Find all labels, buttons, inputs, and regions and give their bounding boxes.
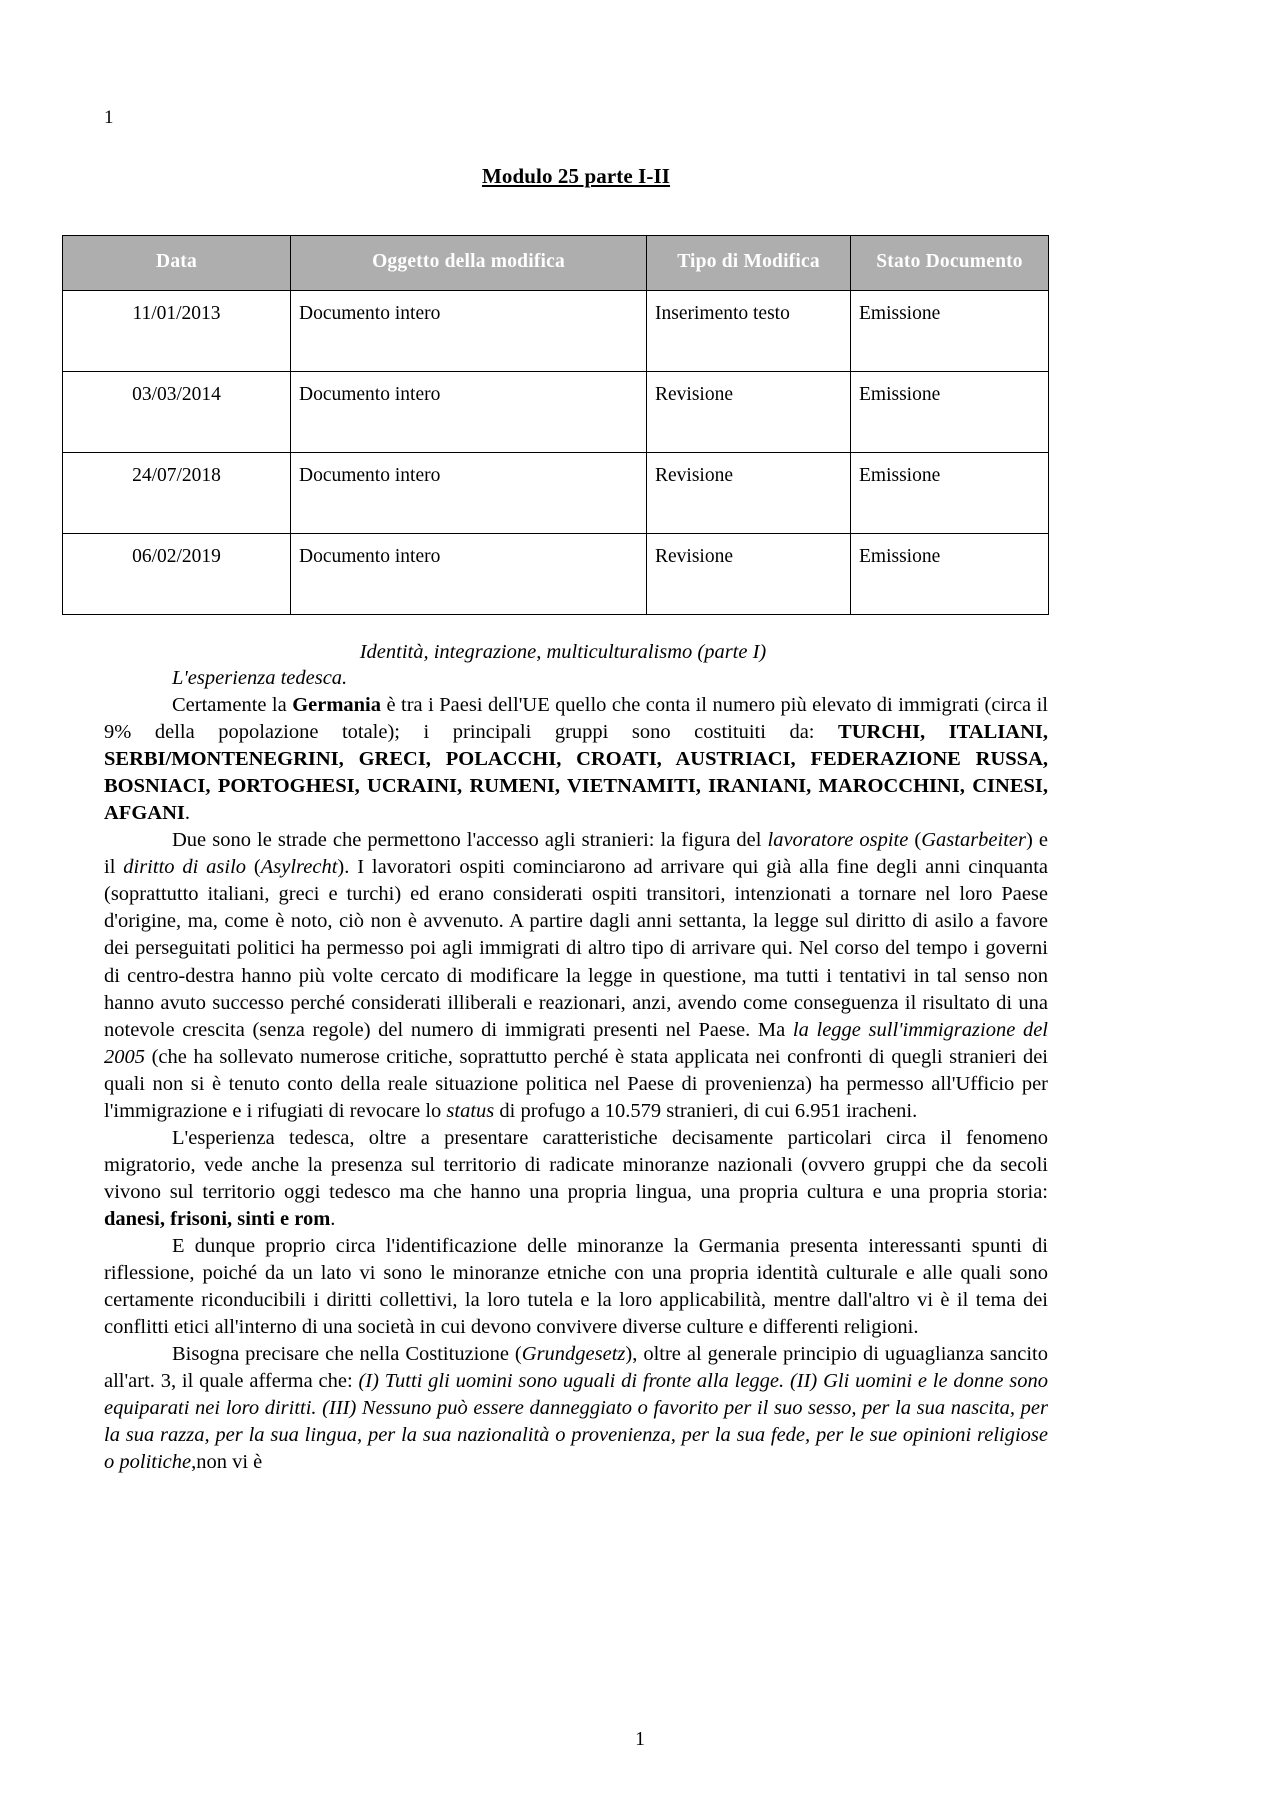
cell-stato: Emissione: [851, 534, 1049, 615]
text-run: L'esperienza tedesca, oltre a presentare caratteristiche decisamente particolari circa il fenomeno migratorio, vede anche la presenza sul territorio di radicate minoranze nazionali (ovvero gruppi che da secoli vivono sul territorio oggi tedesco ma che hanno una propria lingua, una propria cultura e una propria storia:: [104, 1126, 1048, 1203]
cell-stato: Emissione: [851, 453, 1049, 534]
text-run: è tra i Paesi dell'UE quello che conta il numero più elevato di immigrati (circa il 9% della popolazione totale); i principali gruppi sono costituiti da:: [104, 694, 1048, 744]
column-header-stato: Stato Documento: [851, 236, 1049, 291]
italic-diritto-di-asilo: diritto di asilo: [123, 856, 247, 879]
page-content: [104, 0, 1048, 1476]
bold-nationality-list: TURCHI, ITALIANI, SERBI/MONTENEGRINI, GRECI, POLACCHI, CROATI, AUSTRIACI, FEDERAZIONE RUSSA, BOSNIACI, PORTOGHESI, UCRAINI, RUMENI, VIETNAMITI, IRANIANI, MAROCCHINI, CINESI, AFGANI: [104, 721, 1048, 825]
bold-minoranze-list: danesi, frisoni, sinti e rom: [104, 1207, 331, 1230]
section-title: Identità, integrazione, multiculturalismo (parte I): [359, 641, 767, 663]
cell-tipo: Revisione: [647, 372, 851, 453]
paragraph-germania: [104, 692, 1048, 827]
column-header-data: Data: [63, 236, 291, 291]
revision-history-table: [62, 235, 1049, 615]
text-run: Certamente la: [172, 694, 293, 717]
subsection-heading: L'esperienza tedesca.: [172, 667, 348, 689]
column-header-oggetto: Oggetto della modifica: [291, 236, 647, 291]
text-run: Bisogna precisare che nella Costituzione (: [172, 1343, 522, 1366]
table-row: [63, 291, 1049, 372]
paragraph-due-strade: [104, 827, 1048, 1125]
revision-history-table-wrapper: [104, 235, 1048, 615]
cell-tipo: Revisione: [647, 453, 851, 534]
cell-tipo: Revisione: [647, 534, 851, 615]
paragraph-identificazione-minoranze: [104, 1233, 1048, 1341]
italic-status: status: [446, 1099, 495, 1122]
cell-data: 03/03/2014: [63, 372, 291, 453]
cell-tipo: Inserimento testo: [647, 291, 851, 372]
table-row: [63, 372, 1049, 453]
text-run: di profugo a 10.579 stranieri, di cui 6.951 iracheni.: [494, 1099, 918, 1122]
table-header-row: [63, 236, 1049, 291]
paragraph-costituzione: [104, 1341, 1048, 1476]
page-title: Modulo 25 parte I-II: [481, 164, 671, 188]
cell-stato: Emissione: [851, 291, 1049, 372]
text-run: ), oltre al generale principio di uguaglianza sancito all'art. 3, il quale afferma che:: [104, 1343, 1048, 1393]
text-run: .: [330, 1207, 336, 1230]
cell-data: 11/01/2013: [63, 291, 291, 372]
text-run: (: [246, 856, 261, 879]
page-number-bottom: 1: [635, 1729, 645, 1750]
italic-gastarbeiter: Gastarbeiter: [921, 829, 1026, 852]
table-row: [63, 534, 1049, 615]
paragraph-minoranze-nazionali: [104, 1125, 1048, 1233]
cell-oggetto: Documento intero: [291, 372, 647, 453]
bold-germania: Germania: [292, 694, 382, 717]
text-run: ,non vi è: [191, 1451, 263, 1474]
text-run: .: [184, 802, 190, 825]
cell-data: 06/02/2019: [63, 534, 291, 615]
text-run: ). I lavoratori ospiti cominciarono ad arrivare qui già alla fine degli anni cinquanta (soprattutto italiani, greci e turchi) ed erano considerati ospiti transitori, intenzionati a tornare nel loro Paese d'origine, ma, come è noto, ciò non è avvenuto. A partire dagli anni settanta, la legge sul diritto di asilo a favore dei perseguitati politici ha permesso poi agli immigrati di altro tipo di arrivare qui. Nel corso del tempo i governi di centro-destra hanno più volte cercato di modificare la legge in questione, ma tutti i tentativi in tal senso non hanno avuto successo perché considerati illiberali e reazionari, anzi, avendo come conseguenza il risultato di una notevole crescita (senza regole) del numero di immigrati presenti nel Paese. Ma: [104, 856, 1048, 1041]
page-number-top: 1: [104, 107, 114, 128]
cell-oggetto: Documento intero: [291, 534, 647, 615]
cell-stato: Emissione: [851, 372, 1049, 453]
italic-legge-immigrazione: la legge sull'immigrazione del 2005: [104, 1018, 1048, 1068]
text-run: Due sono le strade che permettono l'accesso agli stranieri: la figura del: [172, 829, 768, 852]
italic-asylrecht: Asylrecht: [260, 856, 338, 879]
column-header-tipo: Tipo di Modifica: [647, 236, 851, 291]
table-row: [63, 453, 1049, 534]
cell-oggetto: Documento intero: [291, 291, 647, 372]
text-run: (che ha sollevato numerose critiche, soprattutto perché è stata applicata nei confronti di quegli stranieri dei quali non si è tenuto conto della reale situazione politica nel Paese di provenienza) ha permesso all'Ufficio per l'immigrazione e i rifugiati di revocare lo: [104, 1045, 1048, 1122]
text-run: ) e il: [104, 829, 1048, 879]
text-run: (: [908, 829, 922, 852]
italic-articolo-3-quote: (I) Tutti gli uomini sono uguali di fronte alla legge. (II) Gli uomini e le donne sono equiparati nei loro diritti. (III) Nessuno può essere danneggiato o favorito per il suo sesso, per la sua nascita, per la sua razza, per la sua lingua, per la sua nazionalità o provenienza, per la sua fede, per le sue opinioni religiose o politiche: [104, 1370, 1048, 1474]
cell-data: 24/07/2018: [63, 453, 291, 534]
cell-oggetto: Documento intero: [291, 453, 647, 534]
italic-grundgesetz: Grundgesetz: [521, 1343, 626, 1366]
italic-lavoratore-ospite: lavoratore ospite: [767, 829, 909, 852]
text-run: E dunque proprio circa l'identificazione delle minoranze la Germania presenta interessanti spunti di riflessione, poiché da un lato vi sono le minoranze etniche con una propria identità culturale e alle quali sono certamente riconducibili i diritti collettivi, la loro tutela e la loro applicabilità, mentre dall'altro vi è il tema dei conflitti etici all'interno di una società in cui devono convivere diverse culture e differenti religioni.: [104, 1234, 1048, 1339]
